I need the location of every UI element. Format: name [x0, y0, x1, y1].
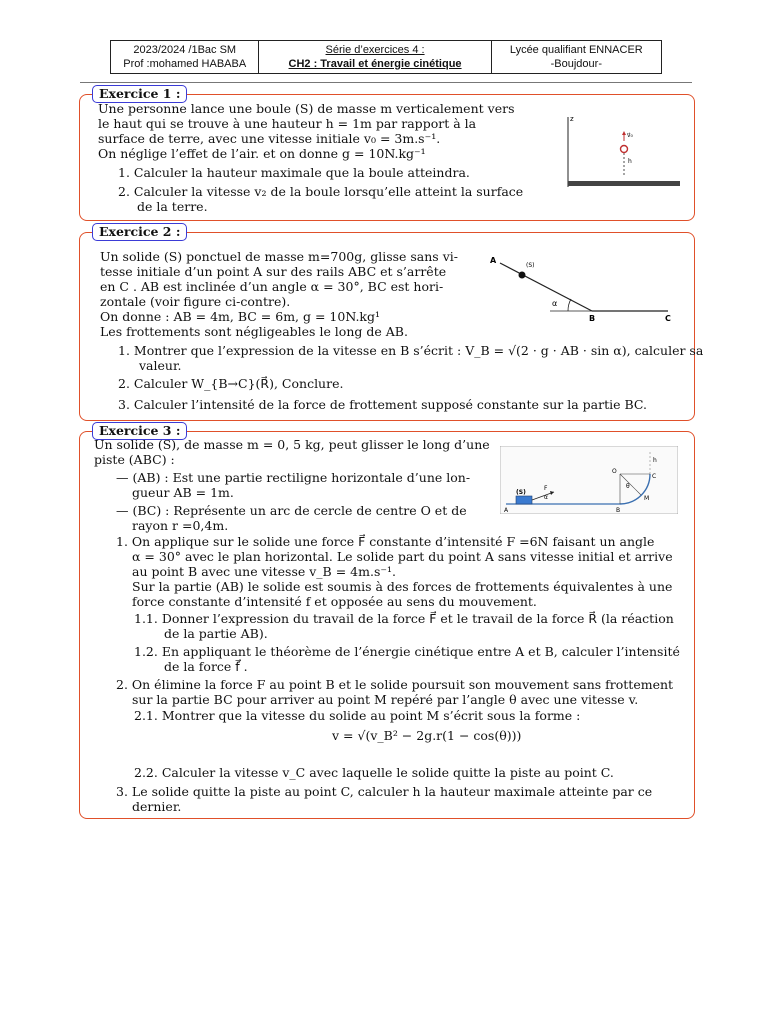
ex3-q1-line-2: α = 30° avec le plan horizontal. Le solide part du point A sans vitesse initial et arrive: [132, 549, 673, 564]
ground: [568, 181, 680, 186]
ex3-q1-2: 1.2. En appliquant le théorème de l’énergie cinétique entre A et B, calculer l’intensité: [134, 644, 680, 659]
exercise-3-box: [79, 423, 695, 819]
alpha-label: α: [552, 299, 558, 308]
ex1-line-1: Une personne lance une boule (S) de masse m verticalement vers: [98, 101, 515, 116]
ex3-q2: 2. On élimine la force F au point B et le solide poursuit son mouvement sans frottement: [116, 677, 674, 692]
header-year-class: 2023/2024 /1Bac SM: [133, 44, 237, 56]
solid-s-label: (S): [516, 489, 526, 496]
header-table: [110, 40, 662, 74]
ex3-q2-2: 2.2. Calculer la vitesse v_C avec laquelle le solide quitte la piste au point C.: [134, 765, 614, 780]
header-prof: Prof :mohamed HABABA: [123, 58, 247, 70]
ex3-q3: 3. Le solide quitte la piste au point C, calculer h la hauteur maximale atteinte par ce: [116, 784, 653, 799]
ex3-q3-cont: dernier.: [132, 799, 182, 814]
v0-arrowhead: [622, 131, 626, 135]
ex3-q1-1: 1.1. Donner l’expression du travail de la force F⃗ et le travail de la force R⃗ (la réaction: [134, 611, 674, 626]
ex1-question-2-cont: de la terre.: [137, 199, 208, 214]
point-m-label: M: [644, 495, 650, 502]
ball: [621, 146, 628, 153]
ex3-q1-line-1: 1. On applique sur le solide une force F⃗ constante d’intensité F =6N faisant un angle: [116, 534, 655, 549]
ex2-line-4: zontale (voir figure ci-contre).: [100, 294, 291, 309]
alpha-label: α: [544, 494, 548, 501]
ex3-bc-2: rayon r =0,4m.: [132, 518, 229, 533]
force-f-label: F: [544, 485, 548, 492]
point-c-label: C: [652, 473, 657, 480]
ex3-intro-2: piste (ABC) :: [94, 452, 175, 467]
ex3-q2-cont: sur la partie BC pour arriver au point M repéré par l’angle θ avec une vitesse v.: [132, 692, 639, 707]
ex1-question-2: 2. Calculer la vitesse v₂ de la boule lorsqu’elle atteint la surface: [118, 184, 524, 199]
header-city: -Boujdour-: [550, 58, 602, 70]
exercise-1-box: [79, 86, 695, 221]
ex3-ab-1: — (AB) : Est une partie rectiligne horizontale d’une lon-: [116, 470, 471, 485]
ex1-line-4: On néglige l’effet de l’air. et on donne g = 10N.kg⁻¹: [98, 146, 426, 161]
point-b-label: B: [616, 507, 621, 514]
incline-ab: [500, 263, 592, 311]
ex2-line-5: On donne : AB = 4m, BC = 6m, g = 10N.kg¹: [100, 309, 381, 324]
header-series: Série d’exercices 4 :: [325, 44, 425, 56]
ex2-line-6: Les frottements sont négligeables le long de AB.: [100, 324, 408, 339]
ex3-q1-2-cont: de la force f⃗ .: [164, 659, 248, 674]
ex1-line-2: le haut qui se trouve à une hauteur h = 1m par rapport à la: [98, 116, 477, 131]
point-a-label: A: [490, 256, 497, 265]
point-a-label: A: [504, 507, 509, 514]
ex3-ab-2: gueur AB = 1m.: [132, 485, 234, 500]
ex2-line-2: tesse initiale d’un point A sur des rails ABC et s’arrête: [100, 264, 447, 279]
height-label: h: [653, 457, 657, 464]
h-label: h: [628, 158, 632, 165]
exercise-2-box: [79, 224, 704, 421]
v0-label: v⃗₀: [627, 132, 633, 139]
ex2-question-1-cont: valeur.: [139, 358, 182, 373]
ex3-figure: [500, 446, 678, 514]
theta-label: θ: [626, 483, 630, 490]
ex1-figure: [562, 111, 682, 191]
ex3-q1-line-5: force constante d’intensité f et opposée au sens du mouvement.: [132, 594, 537, 609]
ex2-figure: [480, 251, 680, 323]
ex1-question-1: 1. Calculer la hauteur maximale que la boule atteindra.: [118, 165, 470, 180]
ex2-question-3: 3. Calculer l’intensité de la force de frottement supposé constante sur la partie BC.: [118, 397, 648, 412]
center-o-label: O: [612, 468, 617, 475]
ex3-q2-1: 2.1. Montrer que la vitesse du solide au point M s’écrit sous la forme :: [134, 708, 581, 723]
z-axis-label: z: [570, 115, 574, 123]
point-c-label: C: [665, 314, 671, 323]
ex2-question-1: 1. Montrer que l’expression de la vitesse en B s’écrit : V_B = √(2 · g · AB · sin α), calculer sa: [118, 343, 704, 358]
solid-s: [519, 272, 526, 279]
ex2-line-3: en C . AB est inclinée d’un angle α = 30°, BC est hori-: [100, 279, 444, 294]
solid-s-label: (S): [526, 262, 535, 269]
header-cell-class: [111, 41, 259, 73]
ex3-bc-1: — (BC) : Représente un arc de cercle de centre O et de: [116, 503, 467, 518]
ex3-q1-1-cont: de la partie AB).: [164, 626, 268, 641]
point-b-label: B: [589, 314, 596, 323]
ex3-formula: v = √(v_B² − 2g.r(1 − cos(θ))): [332, 728, 522, 743]
header-cell-series: [259, 41, 491, 73]
ex2-line-1: Un solide (S) ponctuel de masse m=700g, glisse sans vi-: [100, 249, 458, 264]
exercise-1-title: Exercice 1 :: [92, 85, 187, 103]
header-cell-school: [492, 41, 661, 73]
divider: [80, 82, 692, 83]
ex3-intro-1: Un solide (S), de masse m = 0, 5 kg, peut glisser le long d’une: [94, 437, 490, 452]
alpha-arc: [568, 299, 571, 311]
ex2-question-2: 2. Calculer W_{B→C}(R⃗), Conclure.: [118, 376, 344, 391]
ex1-line-3: surface de terre, avec une vitesse initiale v₀ = 3m.s⁻¹.: [98, 131, 441, 146]
ex3-q1-line-3: au point B avec une vitesse v_B = 4m.s⁻¹.: [132, 564, 396, 579]
ex3-q1-line-4: Sur la partie (AB) le solide est soumis à des forces de frottements équivalentes à une: [132, 579, 673, 594]
header-school: Lycée qualifiant ENNACER: [509, 44, 643, 56]
exercise-3-title: Exercice 3 :: [92, 422, 187, 440]
solid-s-block: [516, 496, 532, 504]
exercise-2-title: Exercice 2 :: [92, 223, 187, 241]
header-chapter: CH2 : Travail et énergie cinétique: [288, 58, 462, 70]
